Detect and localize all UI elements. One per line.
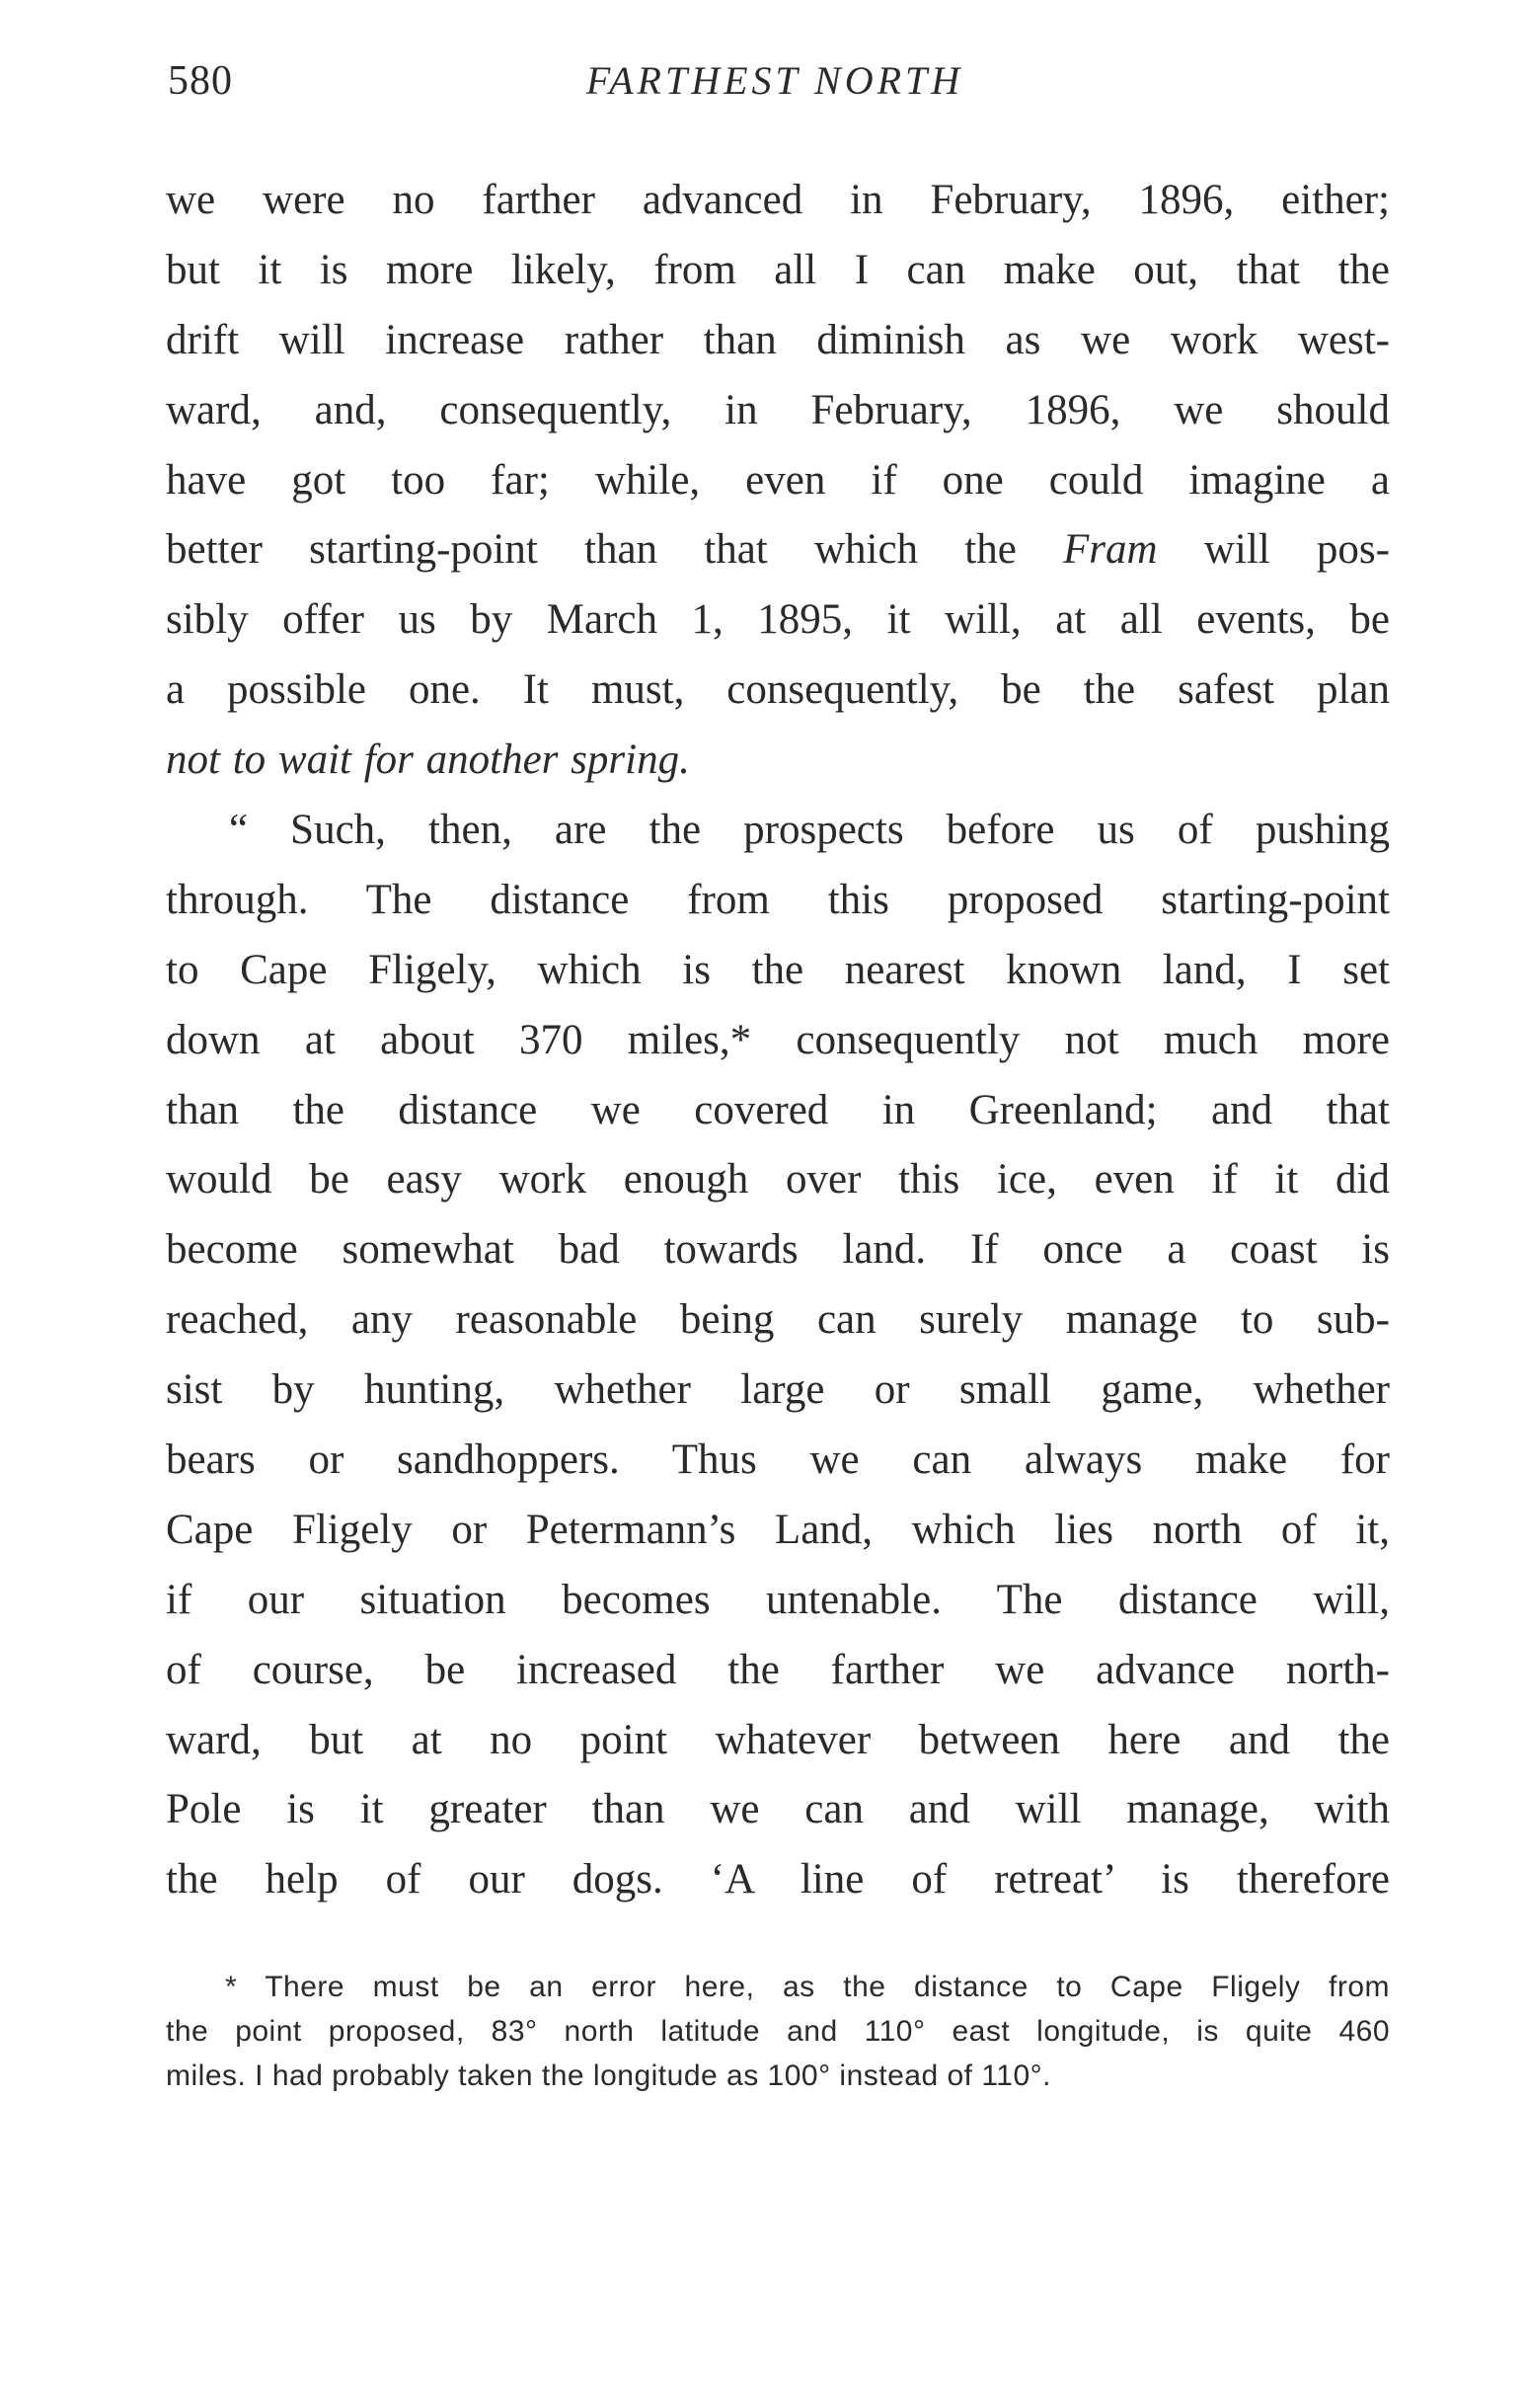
footnote-line: * There must be an error here, as the distance to Cape Fligely from: [225, 1971, 1390, 2003]
text-line: reached, any reasonable being can surely manage to sub-: [166, 1296, 1390, 1344]
footnote: [166, 1965, 1390, 2098]
text-line: to Cape Fligely, which is the nearest known land, I set: [166, 946, 1390, 993]
running-head: [158, 57, 1392, 117]
text-line: would be easy work enough over this ice, even if it did: [166, 1156, 1390, 1204]
text-line: a possible one. It must, consequently, be the safest plan: [166, 666, 1390, 714]
text-line: Cape Fligely or Petermann’s Land, which lies north of it,: [166, 1506, 1390, 1553]
text-line: [166, 515, 1390, 585]
text-line: Pole is it greater than we can and will manage, with: [166, 1786, 1390, 1833]
text-line: down at about 370 miles,* consequently not much more: [166, 1016, 1390, 1063]
footnote-line: the point proposed, 83° north latitude and 110° east longitude, is quite 460: [166, 2015, 1390, 2048]
text-line: of course, be increased the farther we advance north-: [166, 1646, 1390, 1693]
running-title: FARTHEST NORTH: [585, 58, 964, 103]
text-line: we were no farther advanced in February, 1896, either;: [166, 177, 1390, 223]
page-number: 580: [168, 58, 233, 104]
text-line: become somewhat bad towards land. If once a coast is: [166, 1226, 1390, 1274]
text-line: sist by hunting, whether large or small game, whether: [166, 1366, 1390, 1414]
text-line: have got too far; while, even if one could imagine a: [166, 456, 1390, 504]
text-line: ward, but at no point whatever between here and the: [166, 1716, 1390, 1763]
body-text: [166, 166, 1390, 1915]
text-line: through. The distance from this proposed starting-point: [166, 876, 1390, 923]
emphasis-italic: not to wait for another spring.: [166, 737, 690, 784]
text-line: “ Such, then, are the prospects before us of pushing: [229, 807, 1390, 854]
text-fragment: better starting-point than that which the: [166, 526, 1064, 574]
text-line: ward, and, consequently, in February, 1896, we should: [166, 386, 1390, 433]
text-line: drift will increase rather than diminish as we work west-: [166, 316, 1390, 363]
text-line-italic: [166, 726, 1390, 796]
footnote-line: miles. I had probably taken the longitude as 100° instead of 110°.: [166, 2059, 1052, 2092]
text-line: if our situation becomes untenable. The distance will,: [166, 1576, 1390, 1623]
text-line: bears or sandhoppers. Thus we can always make for: [166, 1437, 1390, 1484]
text-line: the help of our dogs. ‘A line of retreat’ is therefore: [166, 1856, 1390, 1903]
text-line: sibly offer us by March 1, 1895, it will, at all events, be: [166, 596, 1390, 644]
text-fragment: will pos-: [1157, 526, 1390, 574]
text-line: but it is more likely, from all I can make out, that the: [166, 246, 1390, 293]
ship-name-italic: Fram: [1063, 526, 1158, 574]
text-line: than the distance we covered in Greenland; and that: [166, 1086, 1390, 1133]
